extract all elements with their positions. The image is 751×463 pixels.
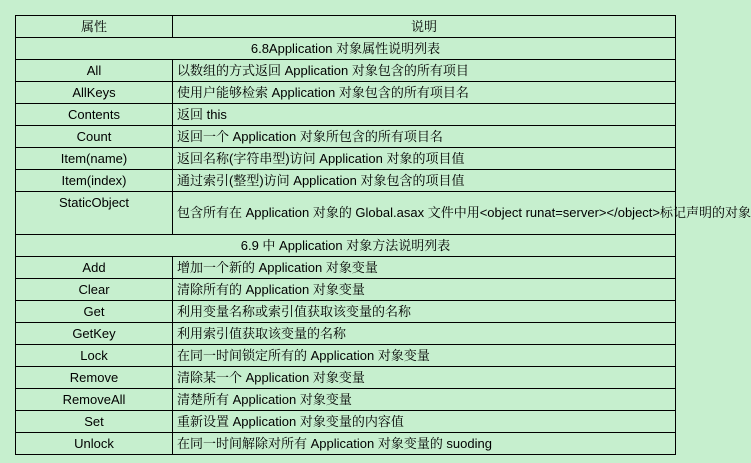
method-name: Lock [16, 345, 173, 367]
section-title-row [16, 38, 676, 60]
method-description: 增加一个新的 Application 对象变量 [173, 257, 676, 279]
method-name: Get [16, 301, 173, 323]
header-row [16, 16, 676, 38]
section-title-row [16, 235, 676, 257]
method-name: RemoveAll [16, 389, 173, 411]
table-row [16, 126, 676, 148]
method-name: GetKey [16, 323, 173, 345]
table-row [16, 345, 676, 367]
table-row [16, 301, 676, 323]
table-row [16, 257, 676, 279]
method-description: 清除某一个 Application 对象变量 [173, 367, 676, 389]
method-description: 利用索引值获取该变量的名称 [173, 323, 676, 345]
property-name: Item(name) [16, 148, 173, 170]
property-name: Count [16, 126, 173, 148]
table-row [16, 367, 676, 389]
property-description: 返回名称(字符串型)访问 Application 对象的项目值 [173, 148, 676, 170]
method-description: 利用变量名称或索引值获取该变量的名称 [173, 301, 676, 323]
table-row [16, 192, 676, 235]
table-row [16, 389, 676, 411]
method-name: Add [16, 257, 173, 279]
property-description: 返回 this [173, 104, 676, 126]
section-title-methods: 6.9 中 Application 对象方法说明列表 [16, 235, 676, 257]
method-description: 在同一时间解除对所有 Application 对象变量的 suoding [173, 433, 676, 455]
table-row [16, 411, 676, 433]
property-name: Item(index) [16, 170, 173, 192]
method-description: 清楚所有 Application 对象变量 [173, 389, 676, 411]
property-name: Contents [16, 104, 173, 126]
property-description: 使用户能够检索 Application 对象包含的所有项目名 [173, 82, 676, 104]
table-row [16, 104, 676, 126]
property-description: 以数组的方式返回 Application 对象包含的所有项目 [173, 60, 676, 82]
header-property: 属性 [16, 16, 173, 38]
table-row [16, 148, 676, 170]
property-name: StaticObject [16, 192, 173, 235]
method-name: Unlock [16, 433, 173, 455]
table-row [16, 433, 676, 455]
property-name: All [16, 60, 173, 82]
method-name: Clear [16, 279, 173, 301]
property-name: AllKeys [16, 82, 173, 104]
method-name: Remove [16, 367, 173, 389]
method-description: 清除所有的 Application 对象变量 [173, 279, 676, 301]
table-row [16, 60, 676, 82]
method-name: Set [16, 411, 173, 433]
table-row [16, 279, 676, 301]
property-description: 返回一个 Application 对象所包含的所有项目名 [173, 126, 676, 148]
property-description: 通过索引(整型)访问 Application 对象包含的项目值 [173, 170, 676, 192]
method-description: 重新设置 Application 对象变量的内容值 [173, 411, 676, 433]
table-row [16, 170, 676, 192]
property-description: 包含所有在 Application 对象的 Global.asax 文件中用<object runat=server></object>标记声明的对象 [173, 192, 676, 235]
table-row [16, 323, 676, 345]
table-row [16, 82, 676, 104]
method-description: 在同一时间锁定所有的 Application 对象变量 [173, 345, 676, 367]
header-description: 说明 [173, 16, 676, 38]
application-object-table [15, 15, 751, 455]
section-title-properties: 6.8Application 对象属性说明列表 [16, 38, 676, 60]
